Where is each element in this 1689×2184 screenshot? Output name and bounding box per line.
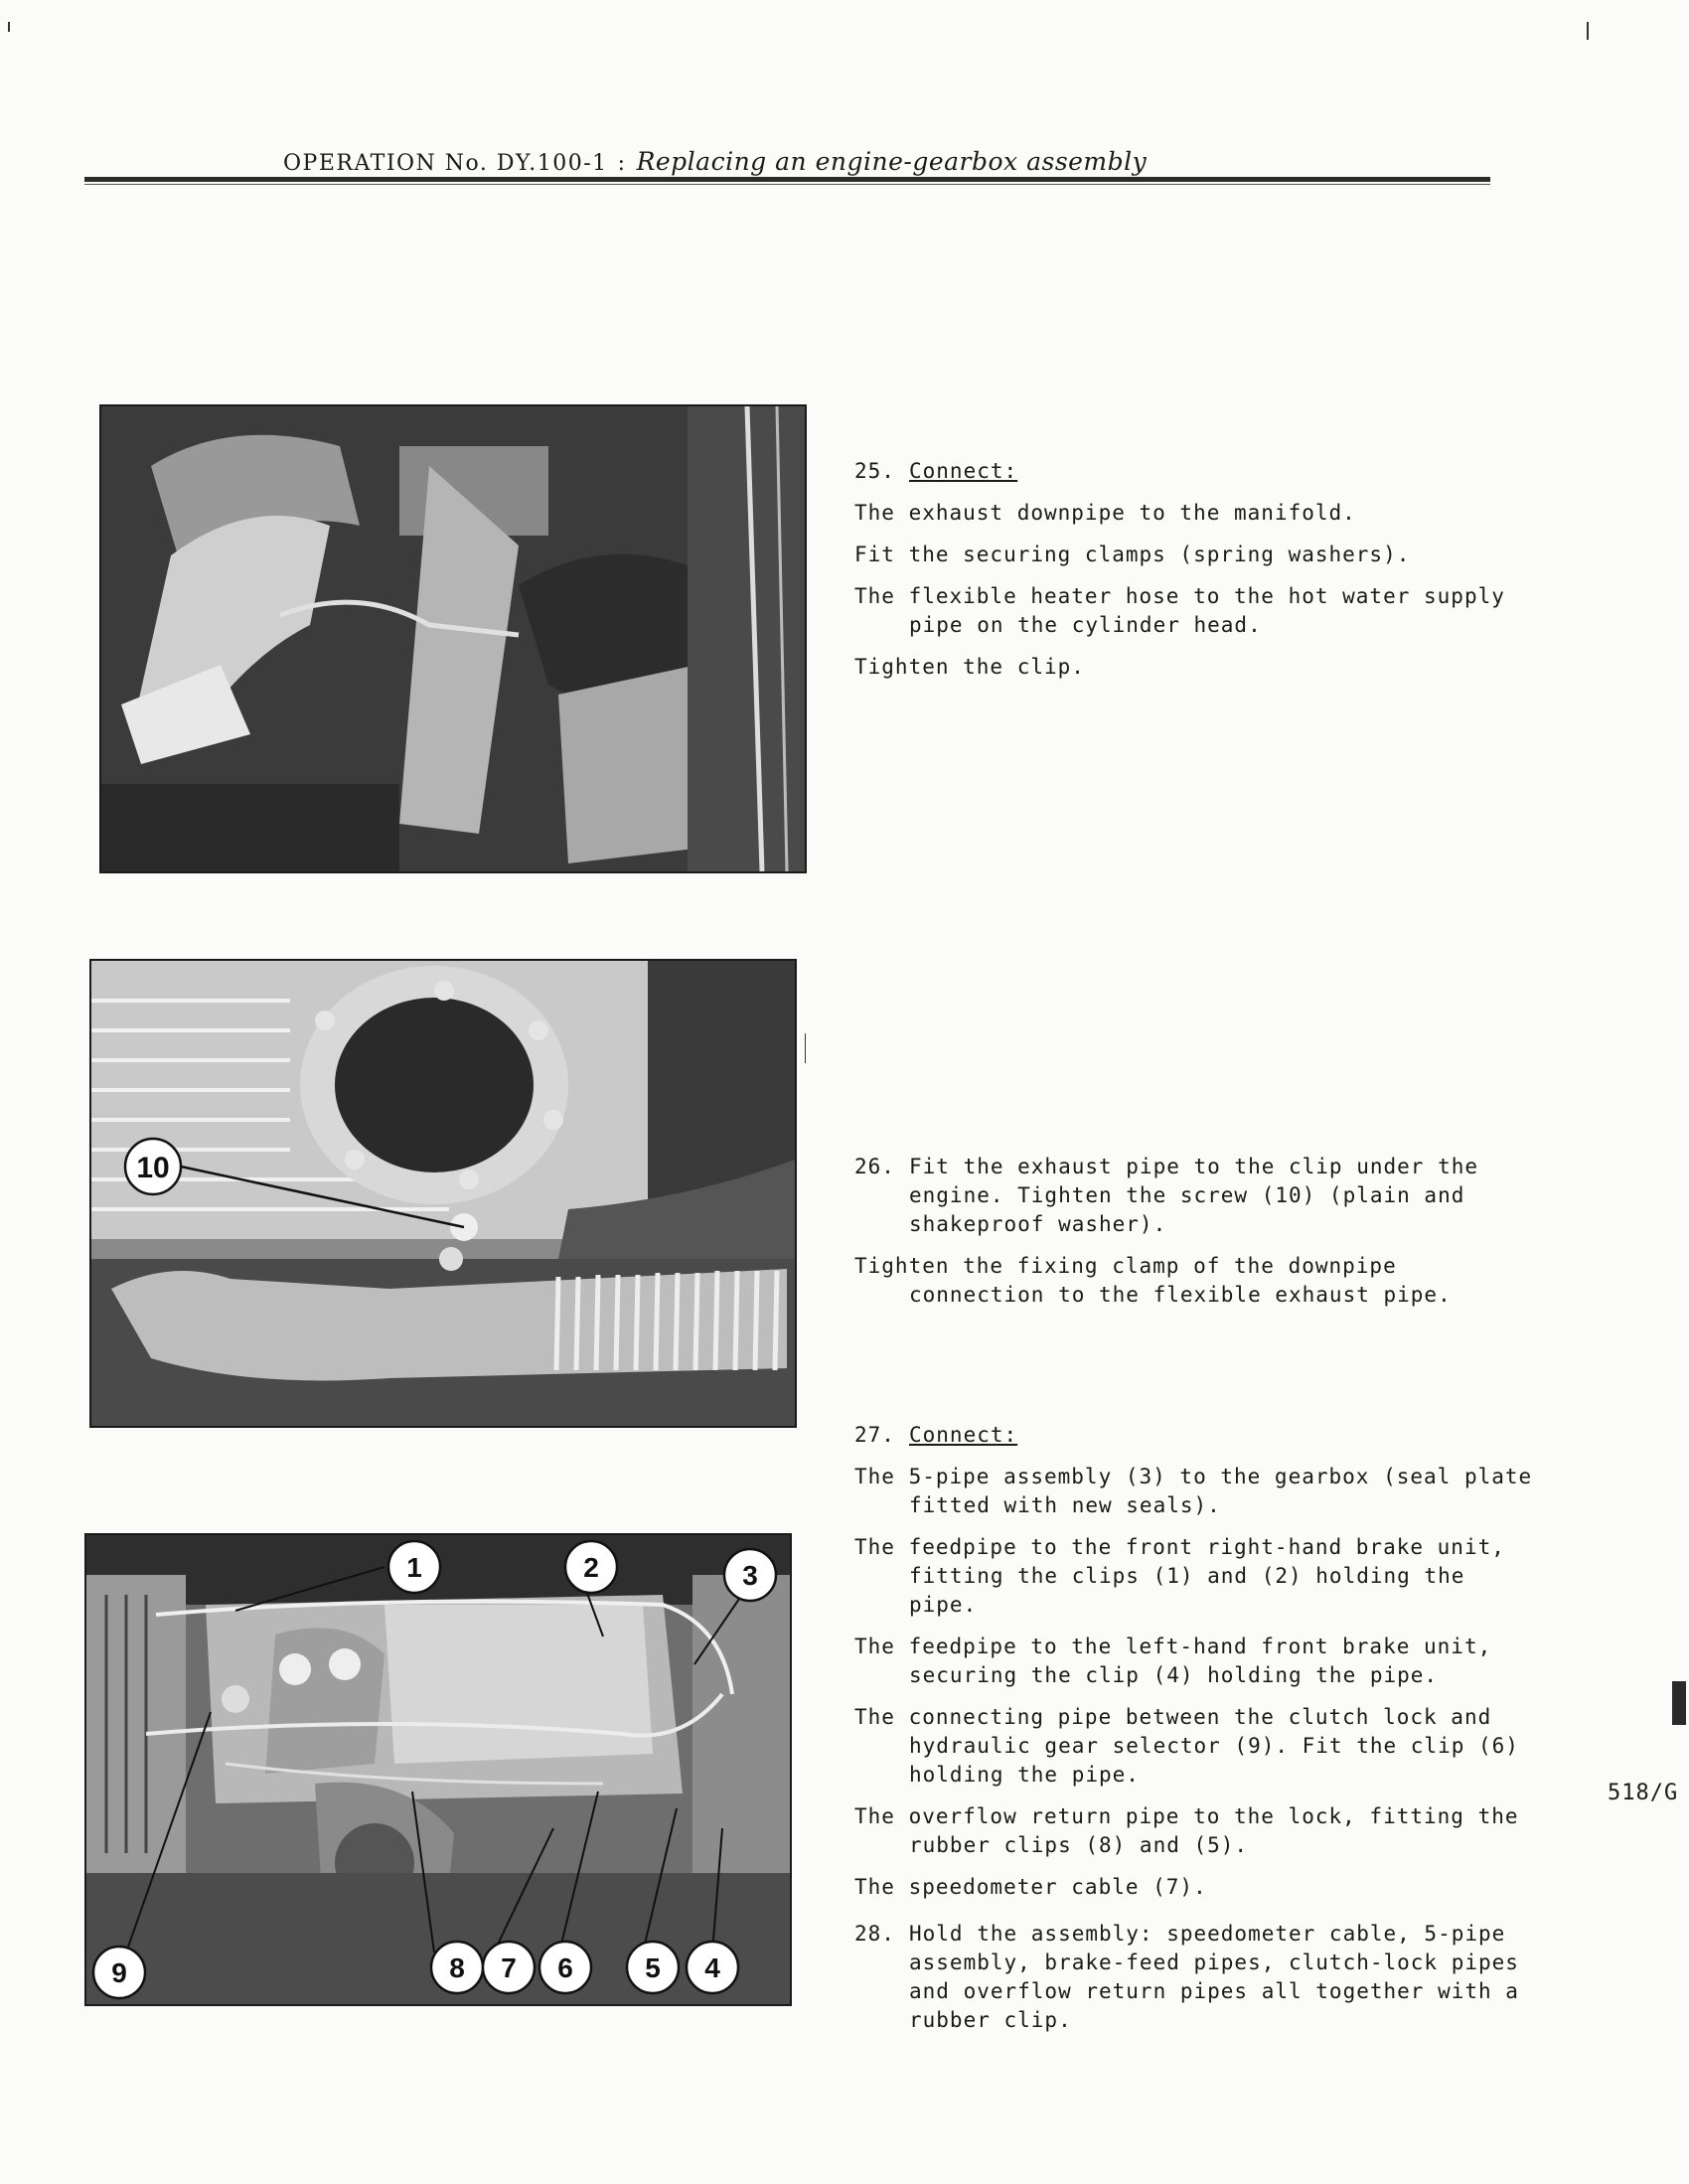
step-line: The connecting pipe between the clutch lock and hydraulic gear selector (9). Fit the clip (6) holding the pipe. (854, 1705, 1519, 1787)
callout-4: 4 (704, 1952, 720, 1983)
step-line: The feedpipe to the left-hand front brake unit, securing the clip (4) holding the pipe. (854, 1635, 1492, 1687)
step-heading: Connect: (909, 459, 1018, 483)
callout-8: 8 (449, 1952, 465, 1983)
scan-mark (8, 22, 10, 32)
step-line: The overflow return pipe to the lock, fitting the rubber clips (8) and (5). (854, 1804, 1519, 1857)
step-line: The speedometer cable (7). (854, 1875, 1207, 1899)
step-line: Tighten the clip. (854, 655, 1085, 679)
callout-9: 9 (111, 1957, 127, 1988)
step-number: 25. (854, 459, 895, 483)
step-heading: Connect: (909, 1423, 1018, 1447)
step-27 (854, 1421, 1540, 2048)
callout-7: 7 (501, 1952, 517, 1983)
scan-mark (805, 1033, 806, 1063)
step-line: Fit the securing clamps (spring washers). (854, 543, 1411, 566)
header-rule (84, 177, 1490, 182)
operation-title: Replacing an engine-gearbox assembly (636, 147, 1148, 176)
step-number: 26. (854, 1155, 895, 1178)
callout-1: 1 (406, 1552, 422, 1583)
step-number: 28. (854, 1922, 895, 1946)
header-rule-thin (84, 184, 1490, 185)
step-text: Fit the exhaust pipe to the clip under the engine. Tighten the screw (10) (plain and shakeproof washer). (909, 1155, 1479, 1236)
callout-6: 6 (557, 1952, 573, 1983)
step-line: The flexible heater hose to the hot water supply pipe on the cylinder head. (854, 584, 1505, 637)
callout-5: 5 (645, 1952, 661, 1983)
step-text: Hold the assembly: speedometer cable, 5-pipe assembly, brake-feed pipes, clutch-lock pipes and overflow return pipes all together with a rubber clip. (909, 1922, 1519, 2032)
scan-mark (1587, 22, 1589, 40)
page-reference: 518/G (1608, 1781, 1679, 1805)
operation-number: OPERATION No. DY.100-1 (283, 151, 608, 176)
edge-mark (1672, 1681, 1686, 1725)
step-26 (854, 1153, 1540, 1323)
callout-10: 10 (136, 1152, 170, 1184)
step-line: The feedpipe to the front right-hand brake unit, fitting the clips (1) and (2) holding the pipe. (854, 1535, 1505, 1617)
callout-2: 2 (583, 1552, 599, 1583)
page-header (283, 147, 1147, 176)
step-line: The exhaust downpipe to the manifold. (854, 501, 1356, 525)
photo-gearbox-pipes (84, 1533, 792, 2006)
callout-3: 3 (742, 1560, 758, 1591)
step-number: 27. (854, 1423, 895, 1447)
step-25 (854, 457, 1530, 695)
step-line: Tighten the fixing clamp of the downpipe connection to the flexible exhaust pipe. (854, 1254, 1452, 1307)
header-separator: : (617, 151, 627, 176)
photo-exhaust-manifold (99, 404, 807, 873)
step-line: The 5-pipe assembly (3) to the gearbox (seal plate fitted with new seals). (854, 1465, 1533, 1517)
photo-exhaust-clip (89, 959, 797, 1428)
